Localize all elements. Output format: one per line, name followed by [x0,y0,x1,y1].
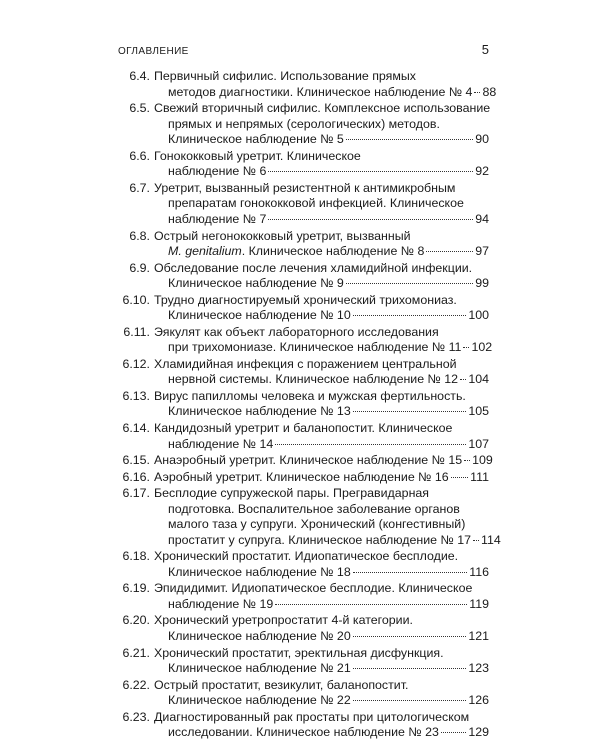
toc-entry[interactable] [118,453,493,469]
toc-entry-title [154,710,489,741]
toc-entry[interactable] [118,421,489,452]
toc-entry-line: наблюдение № 19 119 [168,596,489,611]
toc-entry[interactable] [118,470,489,486]
toc-entry[interactable] [118,149,489,180]
toc-entry-line: Гонококковый уретрит. Клиническое [154,148,361,163]
toc-entry-line: Клиническое наблюдение № 18 116 [168,564,489,579]
toc-entry[interactable] [118,357,489,388]
toc-entry-page: 119 [469,596,489,611]
toc-entry-line: методов диагностики. Клиническое наблюдение № 4 88 [168,84,497,99]
toc-entry-line: при трихомониазе. Клиническое наблюдение № 11 102 [168,340,493,355]
dot-leader [441,732,466,733]
toc-entry-page: 129 [468,725,489,740]
toc-entry-number: 6.19. [122,581,150,596]
running-head: ОГЛАВЛЕНИЕ [118,46,189,57]
toc-entry[interactable] [118,261,489,292]
dot-leader [346,139,473,140]
toc-entry-line: Анаэробный уретрит. Клиническое наблюдение № 15 109 [154,453,493,468]
toc-entry-title [154,678,489,709]
toc-entry-page: 94 [475,212,489,227]
toc-entry-number: 6.10. [122,292,150,307]
toc-entry-title [154,549,489,580]
toc-entry-page: 100 [468,308,489,323]
toc-entry[interactable] [118,293,489,324]
toc-entry-title [154,581,489,612]
toc-entry-number: 6.23. [122,709,150,724]
toc-entry-page: 126 [468,693,489,708]
toc-entry-page: 99 [475,276,489,291]
toc-entry[interactable] [118,69,497,100]
toc-entry-title [154,486,501,548]
toc-entry[interactable] [118,678,489,709]
toc-entry-number: 6.14. [122,420,150,435]
toc-entry-number: 6.17. [122,486,150,501]
toc-entry-title [154,229,489,260]
dot-leader [268,171,473,172]
toc-entry-page: 109 [472,453,493,468]
toc-entry-line: наблюдение № 6 92 [168,164,489,179]
toc-entry-title [154,453,493,469]
dot-leader [346,283,473,284]
toc-entry-number: 6.5. [129,101,150,116]
toc-entry-number: 6.4. [129,69,150,83]
toc-entry-title [154,261,489,292]
toc-entry-line: Бесплодие супружеской пары. Прегравидарная [154,486,430,501]
toc-entry-line: Первичный сифилис. Использование прямых [154,69,416,83]
toc-entry-page: 105 [468,404,489,419]
toc-entry-line: Вирус папилломы человека и мужская фертильность. [154,388,466,403]
toc-entry-number: 6.20. [122,613,150,628]
dot-leader [353,315,467,316]
dot-leader [426,251,473,252]
toc-entry-title [154,357,489,388]
toc-entry-line: Хронический уретропростатит 4-й категории. [154,613,413,628]
toc-entry-page: 111 [470,469,489,484]
toc-entry-title [154,69,497,100]
toc-entry-line: малого таза у супруги. Хронический (конгестивный) [168,517,466,532]
toc-entry-title [154,149,489,180]
toc-entry-line: Хронический простатит. Идиопатическое бесплодие. [154,549,459,564]
toc-entry-page: 88 [482,84,497,99]
toc-entry[interactable] [118,710,489,741]
page-header [118,42,489,57]
toc-entry[interactable] [118,324,493,356]
toc-entry-title [154,181,489,228]
toc-entry-line: Клиническое наблюдение № 22 126 [168,693,489,708]
toc-entry-number: 6.18. [122,549,150,564]
toc-entry-number: 6.13. [122,388,150,403]
toc-entry-page: 97 [475,244,489,259]
toc-entry-title [154,324,493,356]
dot-leader [275,444,466,445]
toc-entry-number: 6.6. [129,148,150,163]
toc-entry-page: 90 [475,132,489,147]
toc-entry-line: Аэробный уретрит. Клиническое наблюдение № 16 111 [154,469,489,484]
toc-entry-line: простатит у супруга. Клиническое наблюдение № 17 114 [168,532,501,547]
toc-entry-number: 6.22. [122,677,150,692]
toc-entry-number: 6.16. [122,469,150,484]
toc-entry-line: препаратам гонококковой инфекцией. Клиническое [168,196,464,211]
toc-entry-line: наблюдение № 14 107 [168,436,489,451]
dot-leader [353,411,467,412]
toc-entry-line: Хронический простатит, эректильная дисфункция. [154,645,444,660]
toc-entry[interactable] [118,229,489,260]
toc-entry[interactable] [118,486,501,548]
toc-entry-line: Трудно диагностируемый хронический трихомониаз. [154,292,457,307]
toc-entry-line: M. genitalium. Клиническое наблюдение № 8 97 [168,244,489,259]
toc-entry-line: Эякулят как объект лабораторного исследования [154,324,439,339]
toc-entry-number: 6.21. [122,645,150,660]
dot-leader [353,636,467,637]
toc-entry-page: 92 [475,164,489,179]
dot-leader [268,219,473,220]
toc-entry-title [154,421,489,452]
toc-entry-line: Клиническое наблюдение № 10 100 [168,308,489,323]
toc-entry-number: 6.15. [122,453,150,468]
dot-leader [464,460,470,461]
dot-leader [463,347,469,348]
toc-entry[interactable] [118,549,489,580]
toc-entry-line: Клиническое наблюдение № 5 90 [168,132,489,147]
dot-leader [473,540,479,541]
toc-entry-page: 116 [469,564,489,579]
table-of-contents [118,69,501,742]
toc-entry-title [154,101,489,148]
toc-entry-line: Диагностированный рак простаты при цитологическом [154,709,470,724]
toc-entry[interactable] [118,181,489,228]
toc-entry-title [154,293,489,324]
dot-leader [474,92,480,93]
toc-entry-page: 123 [468,661,489,676]
toc-entry[interactable] [118,581,489,612]
toc-entry-line: Кандидозный уретрит и баланопостит. Клиническое [154,420,453,435]
toc-entry[interactable] [118,389,489,420]
toc-entry-line: Клиническое наблюдение № 21 123 [168,661,489,676]
dot-leader [353,572,468,573]
toc-entry-line: Уретрит, вызванный резистентной к антимикробным [154,180,456,195]
toc-entry-title [154,389,489,420]
toc-entry-line: Хламидийная инфекция с поражением центральной [154,356,457,371]
toc-entry[interactable] [118,101,489,148]
toc-entry[interactable] [118,646,489,677]
toc-entry-line: подготовка. Воспалительное заболевание органов [168,501,460,516]
toc-entry-title [154,646,489,677]
toc-entry-line: наблюдение № 7 94 [168,212,489,227]
dot-leader [460,379,466,380]
toc-entry-number: 6.9. [129,260,150,275]
toc-entry-title [154,613,489,644]
toc-entry-line: Клиническое наблюдение № 20 121 [168,629,489,644]
toc-entry-line: Острый негонококковый уретрит, вызванный [154,228,411,243]
toc-entry-line: Острый простатит, везикулит, баланопостит. [154,677,409,692]
toc-entry-line: нервной системы. Клиническое наблюдение № 12 104 [168,372,489,387]
toc-entry-line: Обследование после лечения хламидийной инфекции. [154,260,473,275]
toc-entry[interactable] [118,613,489,644]
toc-entry-page: 114 [480,532,501,547]
toc-entry-number: 6.11. [123,324,150,339]
toc-entry-line: прямых и непрямых (серологических) методов. [168,116,440,131]
toc-entry-line: Свежий вторичный сифилис. Комплексное использование [154,101,491,116]
dot-leader [451,477,468,478]
toc-entry-line: Клиническое наблюдение № 9 99 [168,276,489,291]
toc-entry-title [154,470,489,486]
toc-entry-line: Клиническое наблюдение № 13 105 [168,404,489,419]
dot-leader [275,604,467,605]
toc-entry-page: 102 [471,340,493,355]
toc-entry-page: 104 [468,372,489,387]
page-number: 5 [481,42,489,57]
toc-entry-page: 107 [468,436,489,451]
toc-entry-number: 6.7. [129,180,150,195]
toc-entry-line: Эпидидимит. Идиопатическое бесплодие. Клиническое [154,581,473,596]
toc-entry-number: 6.8. [129,228,150,243]
toc-entry-page: 121 [468,629,489,644]
dot-leader [353,668,467,669]
toc-entry-number: 6.12. [122,356,150,371]
dot-leader [353,700,467,701]
toc-entry-line: исследовании. Клиническое наблюдение № 23 129 [168,725,489,740]
